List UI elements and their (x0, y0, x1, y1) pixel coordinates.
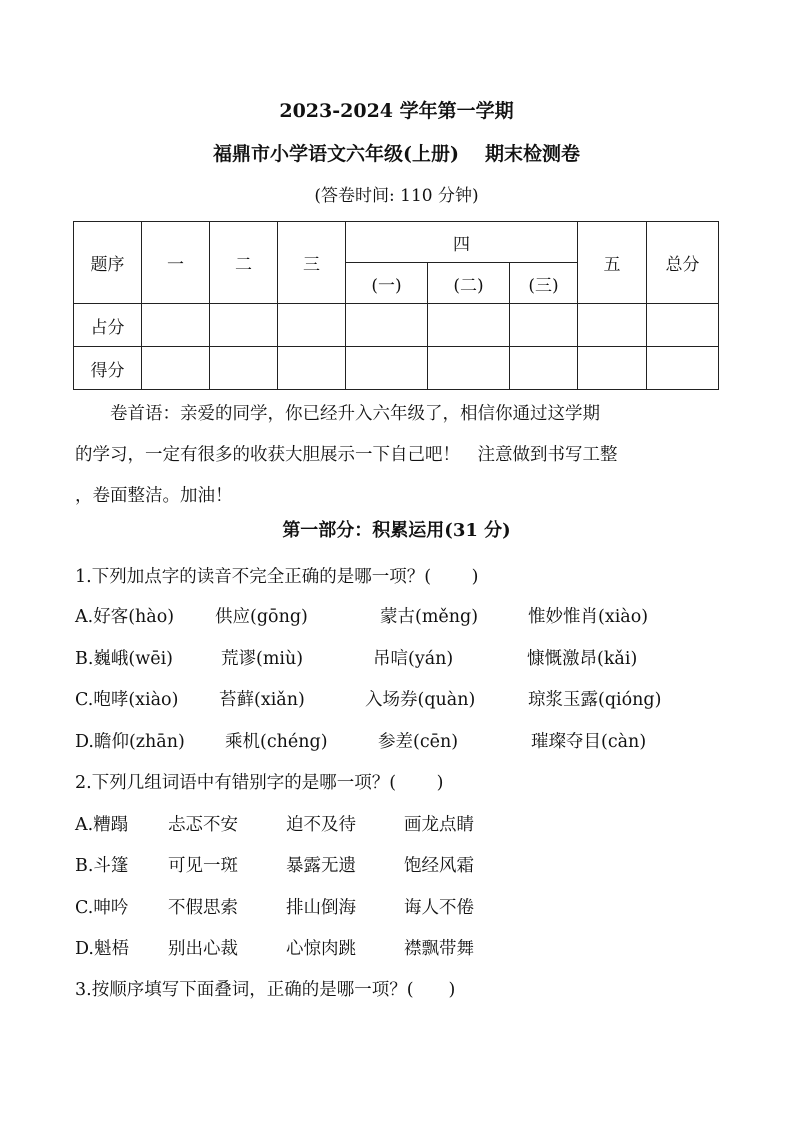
option-item: 荒谬(miù) (221, 649, 304, 669)
header-part-4-3: (三) (510, 263, 578, 304)
option-item: A.糟蹋 (75, 815, 129, 835)
row-label-points: 占分 (74, 304, 142, 347)
option-item: 诲人不倦 (404, 898, 474, 918)
header-part-3: 三 (278, 222, 346, 304)
question-3-stem: 3.按顺序填写下面叠词，正确的是哪一项？( ) (75, 980, 456, 1000)
header-part-4-2: (二) (428, 263, 510, 304)
score-cell (428, 347, 510, 390)
exam-title-course: 福鼎市小学语文六年级(上册) (213, 143, 459, 165)
score-table (73, 221, 719, 390)
option-item: 襟飘带舞 (404, 939, 474, 959)
option-item: B.巍峨(wēi) (75, 649, 174, 669)
header-part-5: 五 (578, 222, 647, 304)
score-cell (428, 304, 510, 347)
score-cell (210, 347, 278, 390)
score-cell (578, 347, 647, 390)
header-part-4: 四 (346, 222, 578, 263)
score-cell (346, 347, 428, 390)
header-total: 总分 (647, 222, 719, 304)
option-item: C.呻吟 (75, 898, 129, 918)
score-cell (346, 304, 428, 347)
header-part-2: 二 (210, 222, 278, 304)
option-item: 吊唁(yán) (373, 649, 454, 669)
option-item: 不假思索 (168, 898, 238, 918)
option-item: 迫不及待 (286, 815, 356, 835)
section-heading: 第一部分：积累运用(31 分) (282, 520, 511, 541)
header-part-4-1: (一) (346, 263, 428, 304)
score-cell (142, 304, 210, 347)
score-cell (278, 347, 346, 390)
option-item: 入场券(quàn) (365, 690, 476, 710)
option-item: D.瞻仰(zhān) (75, 732, 185, 752)
option-item: 琼浆玉露(qióng) (528, 690, 662, 710)
option-item: 画龙点睛 (404, 815, 474, 835)
score-cell (210, 304, 278, 347)
exam-duration: (答卷时间: 110 分钟) (314, 186, 479, 206)
option-item: 慷慨激昂(kǎi) (527, 649, 638, 669)
score-cell (647, 347, 719, 390)
exam-year-title: 2023-2024 学年第一学期 (279, 100, 514, 122)
row-label-earned: 得分 (74, 347, 142, 390)
score-cell (142, 347, 210, 390)
option-item: D.魁梧 (75, 939, 129, 959)
option-item: 心惊肉跳 (286, 939, 356, 959)
exam-title-type: 期末检测卷 (484, 143, 580, 165)
option-item: 别出心裁 (168, 939, 238, 959)
option-item: 惟妙惟肖(xiào) (528, 607, 649, 627)
option-item: 可见一斑 (168, 856, 238, 876)
preface-line: ，卷面整洁。加油！ (75, 486, 233, 506)
score-cell (278, 304, 346, 347)
score-cell (578, 304, 647, 347)
preface-line: 卷首语：亲爱的同学，你已经升入六年级了，相信你通过这学期 (110, 404, 600, 424)
option-item: 苔藓(xiǎn) (219, 690, 305, 710)
preface-line: 的学习，一定有很多的收获大胆展示一下自己吧！ 注意做到书写工整 (75, 445, 618, 465)
score-table-points-row (74, 304, 719, 347)
option-item: C.咆哮(xiào) (75, 690, 179, 710)
option-item: 乘机(chéng) (225, 732, 328, 752)
question-2-stem: 2.下列几组词语中有错别字的是哪一项？( ) (75, 773, 444, 793)
option-item: A.好客(hào) (75, 607, 175, 627)
option-item: 参差(cēn) (378, 732, 459, 752)
exam-title (0, 139, 793, 166)
score-table-earned-row (74, 347, 719, 390)
header-part-1: 一 (142, 222, 210, 304)
option-item: 忐忑不安 (168, 815, 238, 835)
score-cell (647, 304, 719, 347)
option-item: 蒙古(měng) (380, 607, 479, 627)
option-item: B.斗篷 (75, 856, 129, 876)
question-1-stem: 1.下列加点字的读音不完全正确的是哪一项？( ) (75, 567, 479, 587)
score-cell (510, 304, 578, 347)
option-item: 排山倒海 (286, 898, 356, 918)
score-cell (510, 347, 578, 390)
option-item: 供应(gōng) (215, 607, 308, 627)
exam-preface (75, 394, 723, 517)
header-order: 题序 (74, 222, 142, 304)
option-item: 暴露无遗 (286, 856, 356, 876)
option-item: 饱经风霜 (404, 856, 474, 876)
option-item: 璀璨夺目(càn) (531, 732, 647, 752)
score-table-header-row (74, 222, 719, 263)
